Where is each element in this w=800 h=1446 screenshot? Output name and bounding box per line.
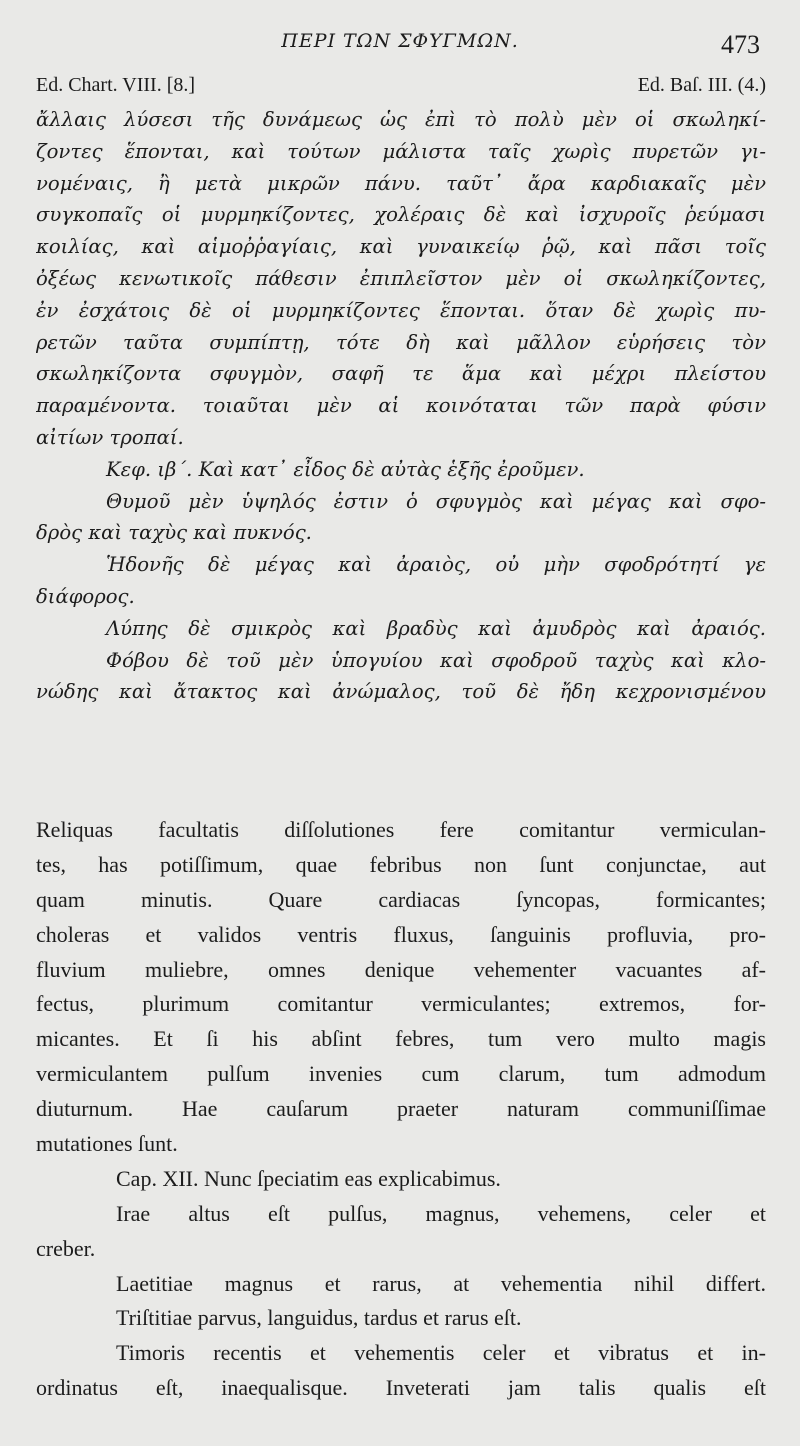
latin-line: Laetitiae magnus et rarus, at vehementia nihil differt. <box>116 1270 766 1296</box>
greek-line: Φόβου δὲ τοῦ μὲν ὑπογυίου καὶ σφοδροῦ ταχὺς καὶ κλο- <box>106 648 766 672</box>
greek-line: συγκοπαῖς οἱ μυρμηκίζοντες, χολέραις δὲ καὶ ἰσχυροῖς ῥεύμασι <box>36 203 766 227</box>
greek-line: σκωληκίζοντα σφυγμὸν, σαφῆ τε ἅμα καὶ μέχρι πλείστου <box>36 362 766 386</box>
latin-chapter-heading: Cap. XII. Nunc ſpeciatim eas explicabimus. <box>116 1165 501 1191</box>
running-title: ΠΕΡΙ ΤΩΝ ΣΦΥΓΜΩΝ. <box>281 30 519 52</box>
latin-line: vermiculantem pulſum invenies cum clarum, tum admodum <box>36 1061 766 1087</box>
edition-basel-reference: Ed. Baſ. III. (4.) <box>637 74 766 96</box>
latin-line: creber. <box>36 1235 96 1261</box>
latin-line: diuturnum. Hae cauſarum praeter naturam communiſſimae <box>36 1096 766 1122</box>
greek-text <box>36 104 766 708</box>
edition-chart-reference: Ed. Chart. VIII. [8.] <box>36 74 196 96</box>
greek-line: ρετῶν ταῦτα συμπίπτῃ, τότε δὴ καὶ μᾶλλον εὑρήσεις τὸν <box>36 330 766 354</box>
latin-line: Irae altus eſt pulſus, magnus, vehemens, celer et <box>116 1200 766 1226</box>
latin-line: tes, has potiſſimum, quae febribus non ſunt conjunctae, aut <box>36 851 766 877</box>
greek-line: ζοντες ἕπονται, καὶ τούτων μάλιστα ταῖς χωρὶς πυρετῶν γι- <box>36 139 766 163</box>
latin-line: mutationes ſunt. <box>36 1131 178 1157</box>
greek-line: ἐν ἐσχάτοις δὲ οἱ μυρμηκίζοντες ἕπονται. ὅταν δὲ χωρὶς πυ- <box>36 298 766 322</box>
greek-line: ὀξέως κενωτικοῖς πάθεσιν ἐπιπλεῖστον μὲν οἱ σκωληκίζοντες, <box>36 266 766 290</box>
greek-line: νομέναις, ἢ μετὰ μικρῶν πάνυ. ταῦτ᾽ ἄρα καρδιακαῖς μὲν <box>36 171 766 195</box>
greek-line: παραμένοντα. τοιαῦται μὲν αἱ κοινόταται τῶν παρὰ φύσιν <box>36 394 766 418</box>
greek-line: κοιλίας, καὶ αἱμοῤῥαγίαις, καὶ γυναικείῳ ῥῷ, καὶ πᾶσι τοῖς <box>36 235 766 259</box>
greek-line: διάφορος. <box>36 584 135 608</box>
greek-line: Ἡδονῆς δὲ μέγας καὶ ἀραιὸς, οὐ μὴν σφοδρότητί γε <box>106 553 766 577</box>
greek-line: νώδης καὶ ἄτακτος καὶ ἀνώμαλος, τοῦ δὲ ἤδη κεχρονισμένου <box>36 680 766 704</box>
greek-line: Λύπης δὲ σμικρὸς καὶ βραδὺς καὶ ἀμυδρὸς καὶ ἀραιός. <box>106 616 766 640</box>
latin-line: fluvium muliebre, omnes denique vehementer vacuantes af- <box>36 956 766 982</box>
greek-chapter-heading: Κεφ. ιβ΄. Καὶ κατ᾽ εἶδος δὲ αὐτὰς ἑξῆς ἐροῦμεν. <box>106 457 585 481</box>
latin-line: Triſtitiae parvus, languidus, tardus et rarus eſt. <box>116 1305 522 1331</box>
edition-reference-line <box>36 74 766 97</box>
greek-line: αἰτίων τροπαί. <box>36 425 184 449</box>
page-number: 473 <box>721 30 760 59</box>
latin-line: micantes. Et ſi his abſint febres, tum vero multo magis <box>36 1026 766 1052</box>
greek-line: δρὸς καὶ ταχὺς καὶ πυκνός. <box>36 521 312 545</box>
latin-line: fectus, plurimum comitantur vermiculantes; extremos, for- <box>36 991 766 1017</box>
latin-line: ordinatus eſt, inaequalisque. Inveterati jam talis qualis eſt <box>36 1375 766 1401</box>
latin-line: Timoris recentis et vehementis celer et vibratus et in- <box>116 1340 766 1366</box>
greek-line: ἄλλαις λύσεσι τῆς δυνάμεως ὡς ἐπὶ τὸ πολὺ μὲν οἱ σκωληκί- <box>36 108 766 131</box>
latin-text <box>36 813 766 1406</box>
latin-line: quam minutis. Quare cardiacas ſyncopas, formicantes; <box>36 886 766 912</box>
greek-line: Θυμοῦ μὲν ὑψηλός ἐστιν ὁ σφυγμὸς καὶ μέγας καὶ σφο- <box>106 489 766 513</box>
latin-line: Reliquas facultatis diſſolutiones fere comitantur vermiculan- <box>36 817 766 842</box>
latin-line: choleras et validos ventris fluxus, ſanguinis profluvia, pro- <box>36 921 766 947</box>
